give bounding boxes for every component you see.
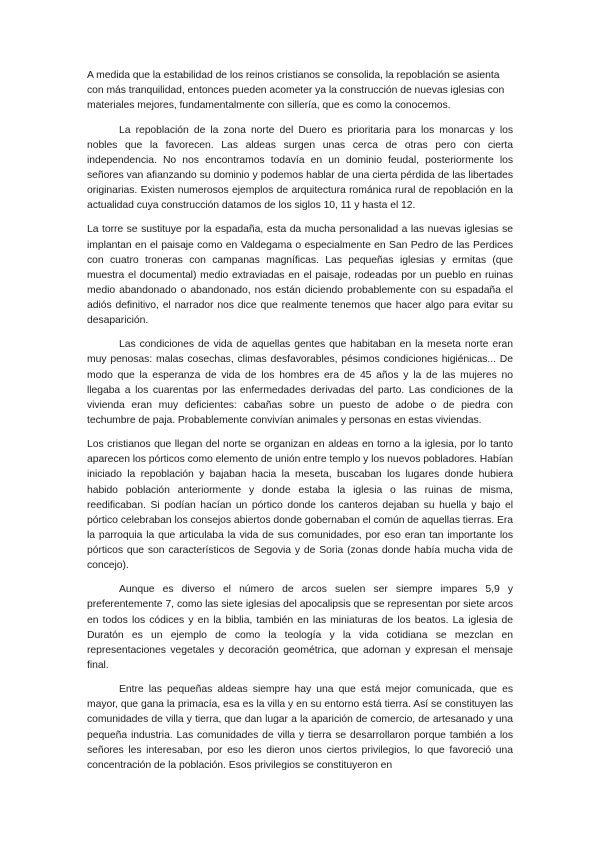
paragraph-3: La torre se sustituye por la espadaña, esta da mucha personalidad a las nuevas iglesias se implantan en el paisaje como en Valdegama o especialmente en San Pedro de las Perdices con cuatro troneras con campanas magníficas. Las pequeñas iglesias y ermitas (que muestra el documental) medio extraviadas en el paisaje, rodeadas por un pueblo en ruinas medio abandonado o abandonado, nos están diciendo probablemente con su espadaña el adiós definitivo, el narrador nos dice que realmente tenemos que hacer algo para evitar su desaparición. xyxy=(87,224,513,326)
paragraph-4: Las condiciones de vida de aquellas gentes que habitaban en la meseta norte eran muy penosas: malas cosechas, climas desfavorables, pésimos condiciones higiénicas... De modo que la esperanza de vida de los hombres era de 45 años y la de las mujeres no llegaba a los cuarentas por las enfermedades derivadas del parto. Las condiciones de la vivienda eran muy deficientes: cabañas sobre un puesto de adobe o de piedra con techumbre de paja. Probablemente convivían animales y personas en estas viviendas. xyxy=(87,339,513,426)
paragraph-1: A medida que la estabilidad de los reinos cristianos se consolida, la repoblación se asienta con más tranquilidad, entonces pueden acometer ya la construcción de nuevas iglesias con materiales mejores, fundamentalmente con sillería, que es como la conocemos. xyxy=(87,70,505,112)
paragraph-6: Aunque es diverso el número de arcos suelen ser siempre impares 5,9 y preferentemente 7, como las siete iglesias del apocalipsis que se representan por siete arcos en todos los códices y en la biblia, también en las miniaturas de los beatos. La iglesia de Duratón es un ejemplo de como la teología y la vida cotidiana se mezclan en representaciones vegetales y decoración geométrica, que adornan y expresan el mensaje final. xyxy=(87,584,513,671)
paragraph-2: La repoblación de la zona norte del Duero es prioritaria para los monarcas y los nobles que la favorecen. Las aldeas surgen unas cerca de otras pero con cierta independencia. No nos encontramos todavía en un dominio feudal, posteriormente los señores van afianzando su dominio y podemos hablar de una cierta pérdida de las libertades originarias. Existen numerosos ejemplos de arquitectura románica rural de repoblación en la actualidad cuya construcción datamos de los siglos 10, 11 y hasta el 12. xyxy=(87,124,513,212)
paragraph-7: Entre las pequeñas aldeas siempre hay una que está mejor comunicada, que es mayor, que gana la primacía, esa es la villa y en su entorno está tierra. Así se constituyen las comunidades de villa y tierra, que dan lugar a la aparición de comercio, de artesanado y una pequeña industria. Las comunidades de villa y tierra se desarrollaron porque también a los señores les interesaban, por eso les dieron unos ciertos privilegios, lo que favoreció una concentración de la población. Esos privilegios se constituyeron en xyxy=(87,684,513,771)
paragraph-5: Los cristianos que llegan del norte se organizan en aldeas en torno a la iglesia, por lo tanto aparecen los pórticos como elemento de unión entre templo y los nuevos pobladores. Habían iniciado la repoblación y bajaban hacia la meseta, buscaban los lugares donde hubiera habido población anteriormente y donde estaba la iglesia o las ruinas de misma, reedificaban. Si podían hacían un pórtico donde los canteros dejaban su huella y bajo el pórtico celebraban los consejos abiertos donde gobernaban el común de aquellas tierras. Era la parroquia la que articulaba la vida de sus comunidades, por eso eran tan importante los pórticos que son característicos de Segovia y de Soria (zonas donde había mucha vida de concejo). xyxy=(87,439,513,571)
